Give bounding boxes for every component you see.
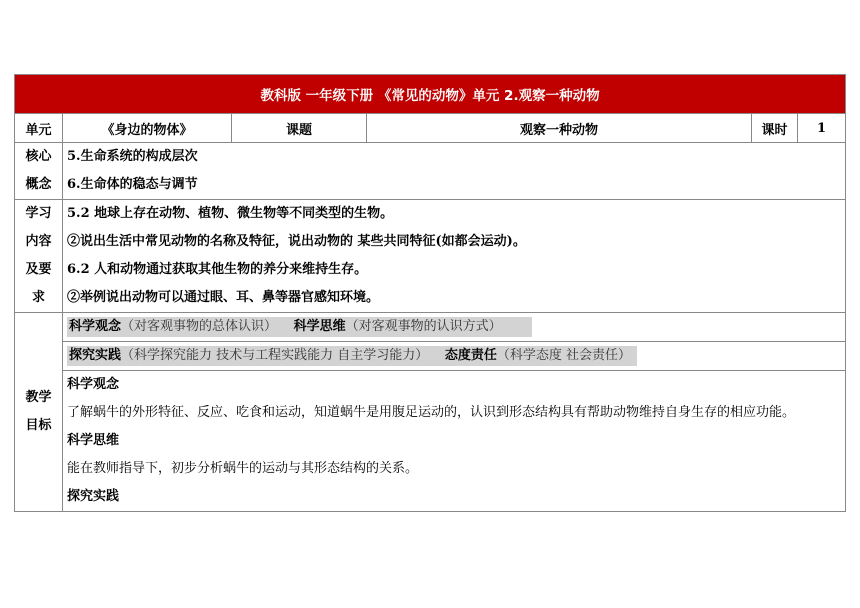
goals-tags xyxy=(63,313,846,371)
learning-content xyxy=(63,200,846,313)
core-concept-row xyxy=(15,143,846,200)
core-concept-label xyxy=(15,143,63,200)
goals-detail-row xyxy=(15,371,846,512)
title-row xyxy=(15,75,846,114)
core-concept-content xyxy=(63,143,846,200)
learning-label-line-2: 内容 xyxy=(25,234,52,249)
core-item: 5.生命系统的构成层次 xyxy=(67,149,198,164)
goal-heading: 科学思维 xyxy=(67,433,120,448)
goal-heading: 探究实践 xyxy=(67,489,120,504)
goal-text: 能在教师指导下，初步分析蜗牛的运动与其形态结构的关系。 xyxy=(67,461,419,476)
goals-label-line-2: 目标 xyxy=(25,418,52,433)
learning-row xyxy=(15,200,846,313)
goal-heading: 科学观念 xyxy=(67,377,120,392)
learning-label-line-3: 及要 xyxy=(25,262,52,277)
topic-value: 观察一种动物 xyxy=(367,114,752,143)
unit-value: 《身边的物体》 xyxy=(63,114,232,143)
learning-label-line-1: 学习 xyxy=(25,206,52,221)
topic-label: 课题 xyxy=(232,114,367,143)
learning-label-line-4: 求 xyxy=(31,290,45,305)
learning-item: 6.2 人和动物通过获取其他生物的养分来维持生存。 xyxy=(67,262,368,277)
goals-label xyxy=(15,313,63,512)
goals-tags-row xyxy=(15,313,846,371)
goal-text: 了解蜗牛的外形特征、反应、吃食和运动，知道蜗牛是用腹足运动的，认识到形态结构具有帮助动物维持自身生存的相应功能。 xyxy=(67,405,796,420)
info-row xyxy=(15,114,846,143)
core-label-line-2: 概念 xyxy=(25,177,52,192)
core-item: 6.生命体的稳态与调节 xyxy=(67,177,198,192)
learning-item: 5.2 地球上存在动物、植物、微生物等不同类型的生物。 xyxy=(67,206,394,221)
lesson-plan-table xyxy=(14,74,846,512)
unit-label: 单元 xyxy=(15,114,63,143)
tags-row-1 xyxy=(63,313,845,341)
core-label-line-1: 核心 xyxy=(25,149,52,164)
learning-label xyxy=(15,200,63,313)
goals-detail xyxy=(63,371,846,512)
tag-inquiry-practice: 探究实践（科学探究能力 技术与工程实践能力 自主学习能力） 态度责任（科学态度 社会责任） xyxy=(67,346,637,366)
goals-label-line-1: 教学 xyxy=(25,390,52,405)
learning-item: ②举例说出动物可以通过眼、耳、鼻等器官感知环境。 xyxy=(67,290,380,305)
learning-item: ②说出生活中常见动物的名称及特征，说出动物的 某些共同特征(如都会运动)。 xyxy=(67,234,526,249)
period-value: 1 xyxy=(798,114,846,143)
tags-row-2 xyxy=(63,341,845,370)
period-label: 课时 xyxy=(752,114,798,143)
document-title: 教科版 一年级下册 《常见的动物》单元 2.观察一种动物 xyxy=(15,75,846,114)
tag-science-concept: 科学观念（对客观事物的总体认识） 科学思维（对客观事物的认识方式） xyxy=(67,317,532,337)
